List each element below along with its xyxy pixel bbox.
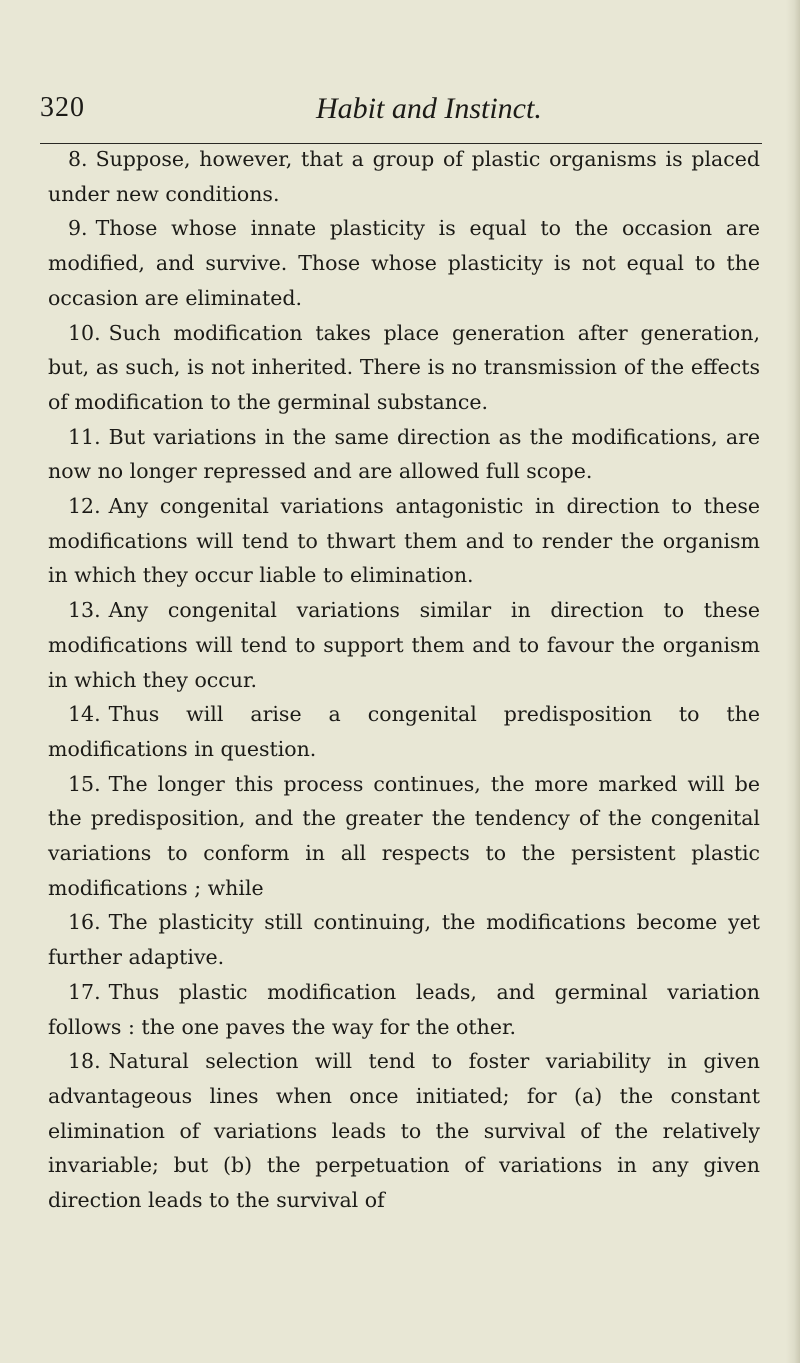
page-number: 320 bbox=[40, 92, 85, 123]
paragraph-number: 15. bbox=[68, 771, 101, 796]
paragraph-number: 9. bbox=[68, 216, 88, 241]
body-text bbox=[48, 142, 760, 1218]
paragraph-number: 17. bbox=[68, 979, 101, 1004]
paragraph-text: Those whose innate plasticity is equal to the occasion are modified, and survive. Those whose plasticity is not equal to the occasion are eliminated. bbox=[48, 216, 760, 310]
paragraph-number: 10. bbox=[68, 320, 101, 345]
running-title: Habit and Instinct. bbox=[316, 92, 542, 125]
paragraph-number: 16. bbox=[68, 910, 101, 935]
paragraph-text: The plasticity still continuing, the modifications become yet further adaptive. bbox=[48, 910, 760, 970]
paragraph-13 bbox=[48, 593, 760, 697]
running-head bbox=[40, 92, 762, 132]
paragraph-number: 12. bbox=[68, 494, 101, 519]
paragraph-8 bbox=[48, 142, 760, 211]
paragraph-number: 8. bbox=[68, 147, 88, 171]
paragraph-text: The longer this process continues, the more marked will be the predisposition, and the greater the tendency of the congenital variations to conform in all respects to the persistent plastic modifications ; while bbox=[48, 771, 760, 900]
paragraph-16 bbox=[48, 905, 760, 974]
paragraph-number: 13. bbox=[68, 598, 101, 623]
paragraph-text: Natural selection will tend to foster variability in given advantageous lines when once initiated; for (a) the constant elimination of variations leads to the survival of the relatively invariable; but (b) the perpetuation of variations in any given direction leads to the survival of bbox=[48, 1049, 760, 1213]
paragraph-text: Suppose, however, that a group of plastic organisms is placed under new conditions. bbox=[48, 147, 760, 206]
paragraph-12 bbox=[48, 489, 760, 593]
paragraph-number: 18. bbox=[68, 1049, 101, 1074]
page-edge-shadow bbox=[786, 0, 800, 1363]
paragraph-9 bbox=[48, 211, 760, 315]
paragraph-15 bbox=[48, 767, 760, 906]
paragraph-text: Such modification takes place generation after generation, but, as such, is not inherited. There is no transmission of the effects of modification to the germinal substance. bbox=[48, 320, 760, 414]
paragraph-number: 14. bbox=[68, 702, 101, 727]
paragraph-14 bbox=[48, 697, 760, 766]
paragraph-17 bbox=[48, 975, 760, 1044]
paragraph-18 bbox=[48, 1044, 760, 1218]
paragraph-10 bbox=[48, 316, 760, 420]
paragraph-text: Any congenital variations similar in direction to these modifications will tend to support them and to favour the organism in which they occur. bbox=[48, 598, 760, 692]
paragraph-text: Any congenital variations antagonistic in direction to these modifications will tend to thwart them and to render the organism in which they occur liable to elimination. bbox=[48, 494, 760, 588]
paragraph-text: But variations in the same direction as the modifications, are now no longer repressed and are allowed full scope. bbox=[48, 424, 760, 484]
paragraph-11 bbox=[48, 420, 760, 489]
paragraph-text: Thus will arise a congenital predisposition to the modifications in question. bbox=[48, 702, 760, 761]
paragraph-number: 11. bbox=[68, 424, 101, 449]
paragraph-text: Thus plastic modification leads, and germinal variation follows : the one paves the way for the other. bbox=[48, 979, 760, 1039]
